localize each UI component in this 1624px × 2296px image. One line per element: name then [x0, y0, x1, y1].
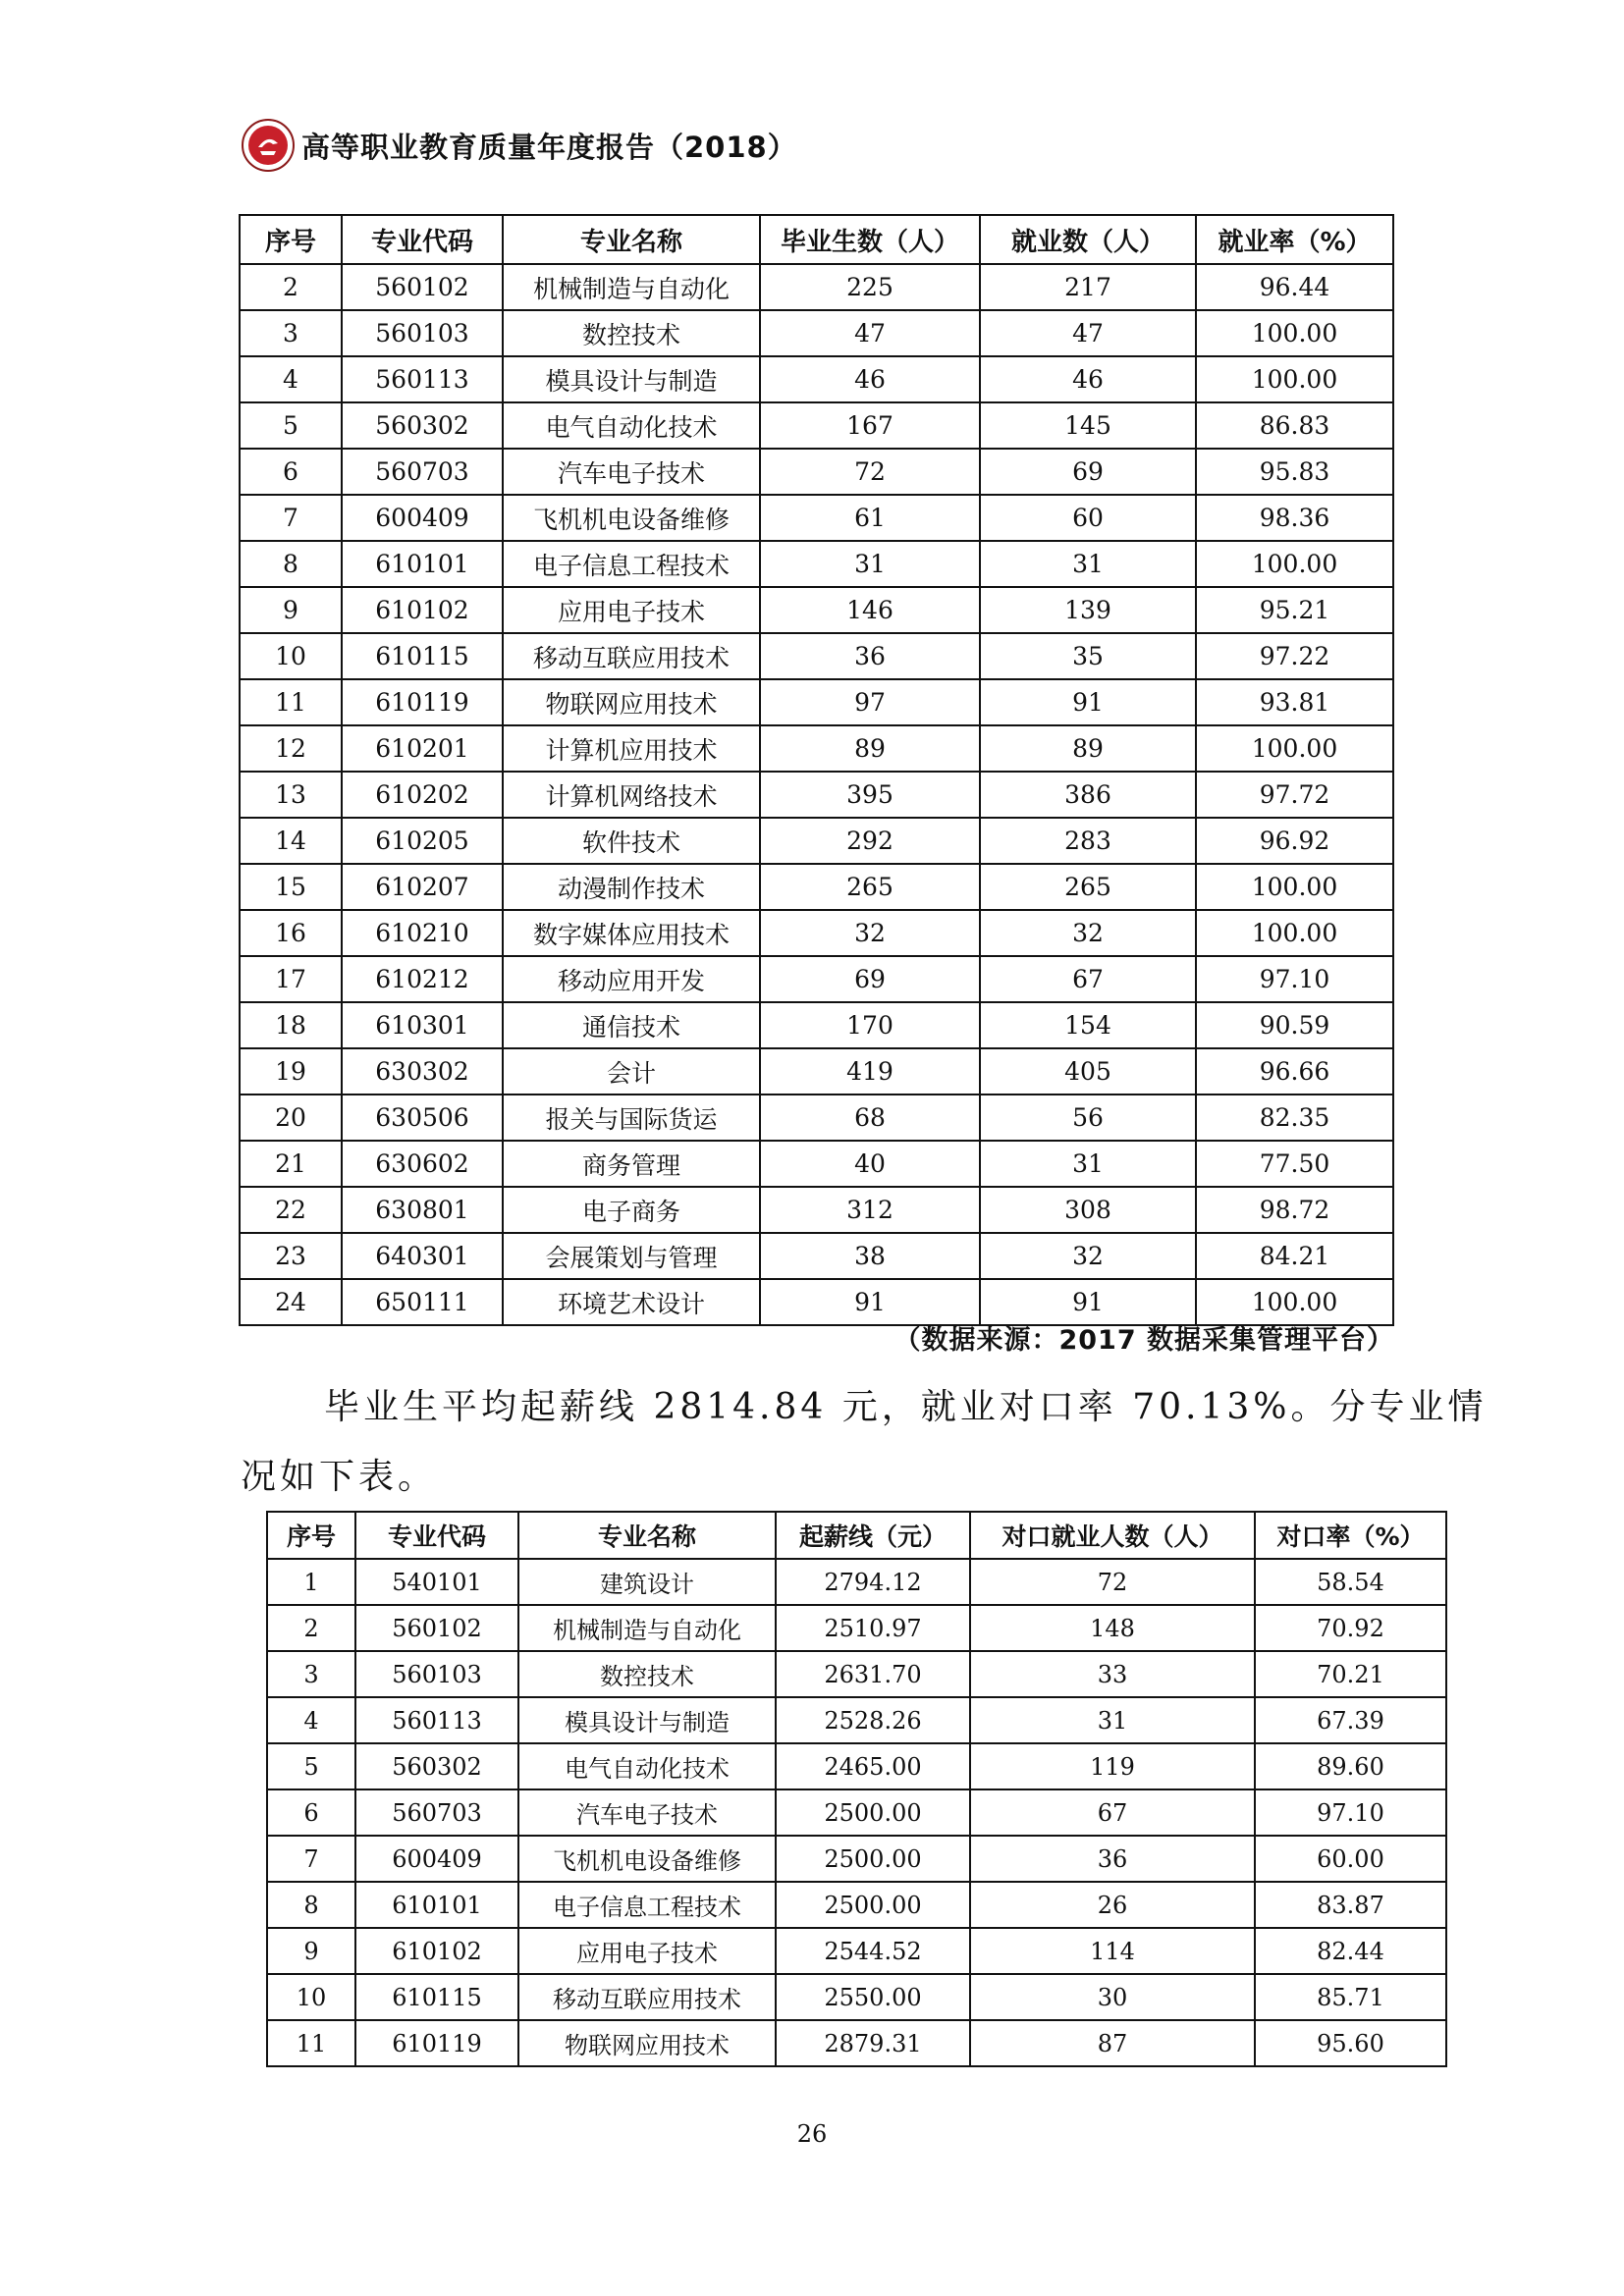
table-cell: 2550.00 — [776, 1974, 970, 2020]
salary-paragraph-line2: 况如下表。 — [241, 1457, 438, 1497]
table-cell: 机械制造与自动化 — [518, 1605, 776, 1651]
table-cell: 100.00 — [1196, 725, 1393, 772]
table-cell: 650111 — [342, 1279, 503, 1325]
table-row — [240, 495, 1393, 541]
table-row — [240, 1095, 1393, 1141]
table-cell: 610101 — [342, 541, 503, 587]
column-header: 对口率（%） — [1255, 1512, 1446, 1559]
table-cell: 移动互联应用技术 — [503, 633, 760, 679]
table-cell: 2510.97 — [776, 1605, 970, 1651]
table-cell: 82.44 — [1255, 1928, 1446, 1974]
table-cell: 38 — [760, 1233, 980, 1279]
table-cell: 640301 — [342, 1233, 503, 1279]
table-cell: 170 — [760, 1002, 980, 1048]
table-cell: 61 — [760, 495, 980, 541]
table-cell: 96.44 — [1196, 264, 1393, 310]
table-cell: 24 — [240, 1279, 342, 1325]
table-cell: 610115 — [355, 1974, 518, 2020]
table-cell: 560113 — [355, 1697, 518, 1743]
table-cell: 14 — [240, 818, 342, 864]
table-row — [240, 679, 1393, 725]
table-cell: 86.83 — [1196, 402, 1393, 449]
table-cell: 630506 — [342, 1095, 503, 1141]
table-cell: 8 — [267, 1882, 355, 1928]
table-cell: 610119 — [355, 2020, 518, 2066]
table-cell: 77.50 — [1196, 1141, 1393, 1187]
table-row — [240, 864, 1393, 910]
table-cell: 91 — [980, 679, 1196, 725]
table-cell: 67 — [970, 1789, 1255, 1836]
table-cell: 167 — [760, 402, 980, 449]
table-cell: 89 — [980, 725, 1196, 772]
table-cell: 145 — [980, 402, 1196, 449]
table-cell: 93.81 — [1196, 679, 1393, 725]
table-cell: 31 — [760, 541, 980, 587]
table-cell: 98.72 — [1196, 1187, 1393, 1233]
table-cell: 商务管理 — [503, 1141, 760, 1187]
table-cell: 报关与国际货运 — [503, 1095, 760, 1141]
column-header: 序号 — [240, 215, 342, 264]
table-cell: 40 — [760, 1141, 980, 1187]
table-cell: 16 — [240, 910, 342, 956]
table-cell: 610102 — [355, 1928, 518, 1974]
table-cell: 91 — [980, 1279, 1196, 1325]
table-row — [240, 1187, 1393, 1233]
table-cell: 560103 — [342, 310, 503, 356]
table-cell: 217 — [980, 264, 1196, 310]
table-cell: 560703 — [355, 1789, 518, 1836]
table-cell: 89 — [760, 725, 980, 772]
table-cell: 265 — [760, 864, 980, 910]
table-cell: 47 — [760, 310, 980, 356]
table-cell: 4 — [267, 1697, 355, 1743]
table-cell: 610205 — [342, 818, 503, 864]
table-cell: 6 — [267, 1789, 355, 1836]
table-cell: 69 — [760, 956, 980, 1002]
table-row — [267, 1789, 1446, 1836]
table-cell: 飞机机电设备维修 — [518, 1836, 776, 1882]
table-row — [240, 910, 1393, 956]
table-cell: 计算机网络技术 — [503, 772, 760, 818]
table-cell: 19 — [240, 1048, 342, 1095]
table-cell: 386 — [980, 772, 1196, 818]
table-cell: 100.00 — [1196, 310, 1393, 356]
table-cell: 97.10 — [1255, 1789, 1446, 1836]
table-cell: 数控技术 — [518, 1651, 776, 1697]
table-cell: 汽车电子技术 — [518, 1789, 776, 1836]
column-header: 专业代码 — [342, 215, 503, 264]
table-cell: 2500.00 — [776, 1789, 970, 1836]
table-cell: 560103 — [355, 1651, 518, 1697]
table-row — [240, 449, 1393, 495]
table-row — [240, 1233, 1393, 1279]
table-cell: 31 — [980, 1141, 1196, 1187]
table-row — [240, 725, 1393, 772]
table-cell: 84.21 — [1196, 1233, 1393, 1279]
table-cell: 36 — [760, 633, 980, 679]
table-cell: 91 — [760, 1279, 980, 1325]
column-header: 就业数（人） — [980, 215, 1196, 264]
table-cell: 610201 — [342, 725, 503, 772]
table-cell: 12 — [240, 725, 342, 772]
column-header: 毕业生数（人） — [760, 215, 980, 264]
table-cell: 610301 — [342, 1002, 503, 1048]
table-cell: 146 — [760, 587, 980, 633]
table-cell: 3 — [240, 310, 342, 356]
table-cell: 9 — [240, 587, 342, 633]
table-cell: 67.39 — [1255, 1697, 1446, 1743]
table-cell: 100.00 — [1196, 910, 1393, 956]
table-cell: 35 — [980, 633, 1196, 679]
table-cell: 95.60 — [1255, 2020, 1446, 2066]
table-cell: 2 — [267, 1605, 355, 1651]
table-cell: 610210 — [342, 910, 503, 956]
table-row — [240, 818, 1393, 864]
salary-paragraph-line1: 毕业生平均起薪线 2814.84 元，就业对口率 70.13%。分专业情 — [324, 1387, 1488, 1427]
table-cell: 5 — [267, 1743, 355, 1789]
table-cell: 通信技术 — [503, 1002, 760, 1048]
table-cell: 630602 — [342, 1141, 503, 1187]
table-row — [267, 1651, 1446, 1697]
table-cell: 电子信息工程技术 — [518, 1882, 776, 1928]
table-cell: 5 — [240, 402, 342, 449]
table-cell: 32 — [760, 910, 980, 956]
table-cell: 8 — [240, 541, 342, 587]
table-cell: 419 — [760, 1048, 980, 1095]
table-cell: 动漫制作技术 — [503, 864, 760, 910]
table-cell: 100.00 — [1196, 356, 1393, 402]
column-header: 就业率（%） — [1196, 215, 1393, 264]
table-cell: 移动互联应用技术 — [518, 1974, 776, 2020]
table-cell: 2879.31 — [776, 2020, 970, 2066]
column-header: 序号 — [267, 1512, 355, 1559]
table-row — [267, 1605, 1446, 1651]
table-cell: 90.59 — [1196, 1002, 1393, 1048]
table-cell: 312 — [760, 1187, 980, 1233]
table-cell: 4 — [240, 356, 342, 402]
table-cell: 630302 — [342, 1048, 503, 1095]
table-cell: 飞机机电设备维修 — [503, 495, 760, 541]
page-number: 26 — [796, 2120, 828, 2148]
table-cell: 移动应用开发 — [503, 956, 760, 1002]
table-cell: 46 — [760, 356, 980, 402]
column-header: 专业名称 — [503, 215, 760, 264]
page-header — [241, 116, 797, 175]
table-row — [240, 402, 1393, 449]
table-cell: 18 — [240, 1002, 342, 1048]
table-cell: 汽车电子技术 — [503, 449, 760, 495]
table-cell: 560102 — [355, 1605, 518, 1651]
table-cell: 405 — [980, 1048, 1196, 1095]
table-cell: 56 — [980, 1095, 1196, 1141]
table-cell: 数字媒体应用技术 — [503, 910, 760, 956]
table-cell: 33 — [970, 1651, 1255, 1697]
table-cell: 32 — [980, 1233, 1196, 1279]
table-cell: 72 — [970, 1559, 1255, 1605]
table-cell: 292 — [760, 818, 980, 864]
table-cell: 物联网应用技术 — [503, 679, 760, 725]
table-cell: 2500.00 — [776, 1836, 970, 1882]
table-row — [267, 1974, 1446, 2020]
table-cell: 电气自动化技术 — [503, 402, 760, 449]
table-cell: 154 — [980, 1002, 1196, 1048]
table-row — [240, 356, 1393, 402]
table-cell: 139 — [980, 587, 1196, 633]
table-cell: 540101 — [355, 1559, 518, 1605]
table-cell: 610115 — [342, 633, 503, 679]
table-cell: 30 — [970, 1974, 1255, 2020]
table-cell: 22 — [240, 1187, 342, 1233]
table-cell: 97.22 — [1196, 633, 1393, 679]
table-cell: 31 — [980, 541, 1196, 587]
table-cell: 95.83 — [1196, 449, 1393, 495]
table-cell: 11 — [267, 2020, 355, 2066]
table-cell: 32 — [980, 910, 1196, 956]
table-cell: 10 — [267, 1974, 355, 2020]
table-cell: 21 — [240, 1141, 342, 1187]
table-cell: 87 — [970, 2020, 1255, 2066]
table-cell: 83.87 — [1255, 1882, 1446, 1928]
table-cell: 2 — [240, 264, 342, 310]
table-row — [240, 587, 1393, 633]
table-cell: 23 — [240, 1233, 342, 1279]
table-cell: 67 — [980, 956, 1196, 1002]
table-row — [240, 541, 1393, 587]
table-cell: 97.10 — [1196, 956, 1393, 1002]
table-cell: 1 — [267, 1559, 355, 1605]
table-cell: 100.00 — [1196, 864, 1393, 910]
column-header: 对口就业人数（人） — [970, 1512, 1255, 1559]
table-cell: 119 — [970, 1743, 1255, 1789]
table-cell: 2544.52 — [776, 1928, 970, 1974]
table-cell: 60.00 — [1255, 1836, 1446, 1882]
table-row — [240, 264, 1393, 310]
table-cell: 计算机应用技术 — [503, 725, 760, 772]
table-cell: 100.00 — [1196, 1279, 1393, 1325]
table-cell: 265 — [980, 864, 1196, 910]
table-header-row — [240, 215, 1393, 264]
table-cell: 2794.12 — [776, 1559, 970, 1605]
table-cell: 10 — [240, 633, 342, 679]
table-cell: 96.66 — [1196, 1048, 1393, 1095]
table-row — [240, 633, 1393, 679]
table-cell: 100.00 — [1196, 541, 1393, 587]
table-cell: 68 — [760, 1095, 980, 1141]
table-cell: 3 — [267, 1651, 355, 1697]
data-source-note: （数据来源：2017 数据采集管理平台） — [893, 1325, 1394, 1356]
table-cell: 630801 — [342, 1187, 503, 1233]
table-row — [240, 956, 1393, 1002]
table-cell: 31 — [970, 1697, 1255, 1743]
table-cell: 89.60 — [1255, 1743, 1446, 1789]
table-cell: 395 — [760, 772, 980, 818]
table-cell: 70.92 — [1255, 1605, 1446, 1651]
table-cell: 600409 — [342, 495, 503, 541]
table-row — [240, 1048, 1393, 1095]
table-cell: 会计 — [503, 1048, 760, 1095]
table-cell: 物联网应用技术 — [518, 2020, 776, 2066]
table-row — [240, 1141, 1393, 1187]
table-cell: 电气自动化技术 — [518, 1743, 776, 1789]
starting-salary-table — [266, 1511, 1447, 2067]
table-cell: 2528.26 — [776, 1697, 970, 1743]
table-row — [267, 1928, 1446, 1974]
table-cell: 软件技术 — [503, 818, 760, 864]
table-cell: 模具设计与制造 — [518, 1697, 776, 1743]
table-row — [267, 1697, 1446, 1743]
table-cell: 36 — [970, 1836, 1255, 1882]
table-cell: 72 — [760, 449, 980, 495]
table-cell: 模具设计与制造 — [503, 356, 760, 402]
table-cell: 47 — [980, 310, 1196, 356]
table-cell: 560302 — [342, 402, 503, 449]
table-cell: 560703 — [342, 449, 503, 495]
table-cell: 610207 — [342, 864, 503, 910]
table-cell: 560302 — [355, 1743, 518, 1789]
table-row — [267, 1559, 1446, 1605]
table-cell: 9 — [267, 1928, 355, 1974]
table-cell: 13 — [240, 772, 342, 818]
table-row — [240, 310, 1393, 356]
table-row — [267, 1743, 1446, 1789]
table-cell: 数控技术 — [503, 310, 760, 356]
table-cell: 560102 — [342, 264, 503, 310]
table-row — [240, 772, 1393, 818]
table-cell: 2465.00 — [776, 1743, 970, 1789]
column-header: 专业代码 — [355, 1512, 518, 1559]
table-cell: 283 — [980, 818, 1196, 864]
table-header-row — [267, 1512, 1446, 1559]
table-cell: 600409 — [355, 1836, 518, 1882]
table-cell: 建筑设计 — [518, 1559, 776, 1605]
report-title: 高等职业教育质量年度报告（2018） — [301, 130, 797, 164]
table-cell: 98.36 — [1196, 495, 1393, 541]
table-cell: 应用电子技术 — [518, 1928, 776, 1974]
table-cell: 20 — [240, 1095, 342, 1141]
table-cell: 97.72 — [1196, 772, 1393, 818]
table-cell: 85.71 — [1255, 1974, 1446, 2020]
table-cell: 308 — [980, 1187, 1196, 1233]
table-cell: 电子信息工程技术 — [503, 541, 760, 587]
table-row — [240, 1002, 1393, 1048]
table-cell: 46 — [980, 356, 1196, 402]
table-cell: 7 — [267, 1836, 355, 1882]
table-cell: 610101 — [355, 1882, 518, 1928]
table-cell: 60 — [980, 495, 1196, 541]
table-cell: 610119 — [342, 679, 503, 725]
table-cell: 95.21 — [1196, 587, 1393, 633]
table-cell: 70.21 — [1255, 1651, 1446, 1697]
table-cell: 电子商务 — [503, 1187, 760, 1233]
table-row — [267, 2020, 1446, 2066]
table-cell: 17 — [240, 956, 342, 1002]
table-cell: 97 — [760, 679, 980, 725]
table-cell: 6 — [240, 449, 342, 495]
table-cell: 2631.70 — [776, 1651, 970, 1697]
table-cell: 会展策划与管理 — [503, 1233, 760, 1279]
table-cell: 82.35 — [1196, 1095, 1393, 1141]
table-cell: 610202 — [342, 772, 503, 818]
table-cell: 15 — [240, 864, 342, 910]
table-cell: 机械制造与自动化 — [503, 264, 760, 310]
table-cell: 560113 — [342, 356, 503, 402]
table-cell: 环境艺术设计 — [503, 1279, 760, 1325]
table-cell: 11 — [240, 679, 342, 725]
table-cell: 96.92 — [1196, 818, 1393, 864]
column-header: 专业名称 — [518, 1512, 776, 1559]
table-cell: 225 — [760, 264, 980, 310]
table-cell: 7 — [240, 495, 342, 541]
table-cell: 69 — [980, 449, 1196, 495]
table-cell: 114 — [970, 1928, 1255, 1974]
table-cell: 58.54 — [1255, 1559, 1446, 1605]
table-cell: 610212 — [342, 956, 503, 1002]
table-row — [267, 1882, 1446, 1928]
table-cell: 148 — [970, 1605, 1255, 1651]
table-cell: 应用电子技术 — [503, 587, 760, 633]
column-header: 起薪线（元） — [776, 1512, 970, 1559]
table-cell: 2500.00 — [776, 1882, 970, 1928]
school-logo-icon — [241, 118, 296, 173]
table-row — [267, 1836, 1446, 1882]
table-cell: 26 — [970, 1882, 1255, 1928]
table-cell: 610102 — [342, 587, 503, 633]
employment-rate-table — [239, 214, 1394, 1326]
